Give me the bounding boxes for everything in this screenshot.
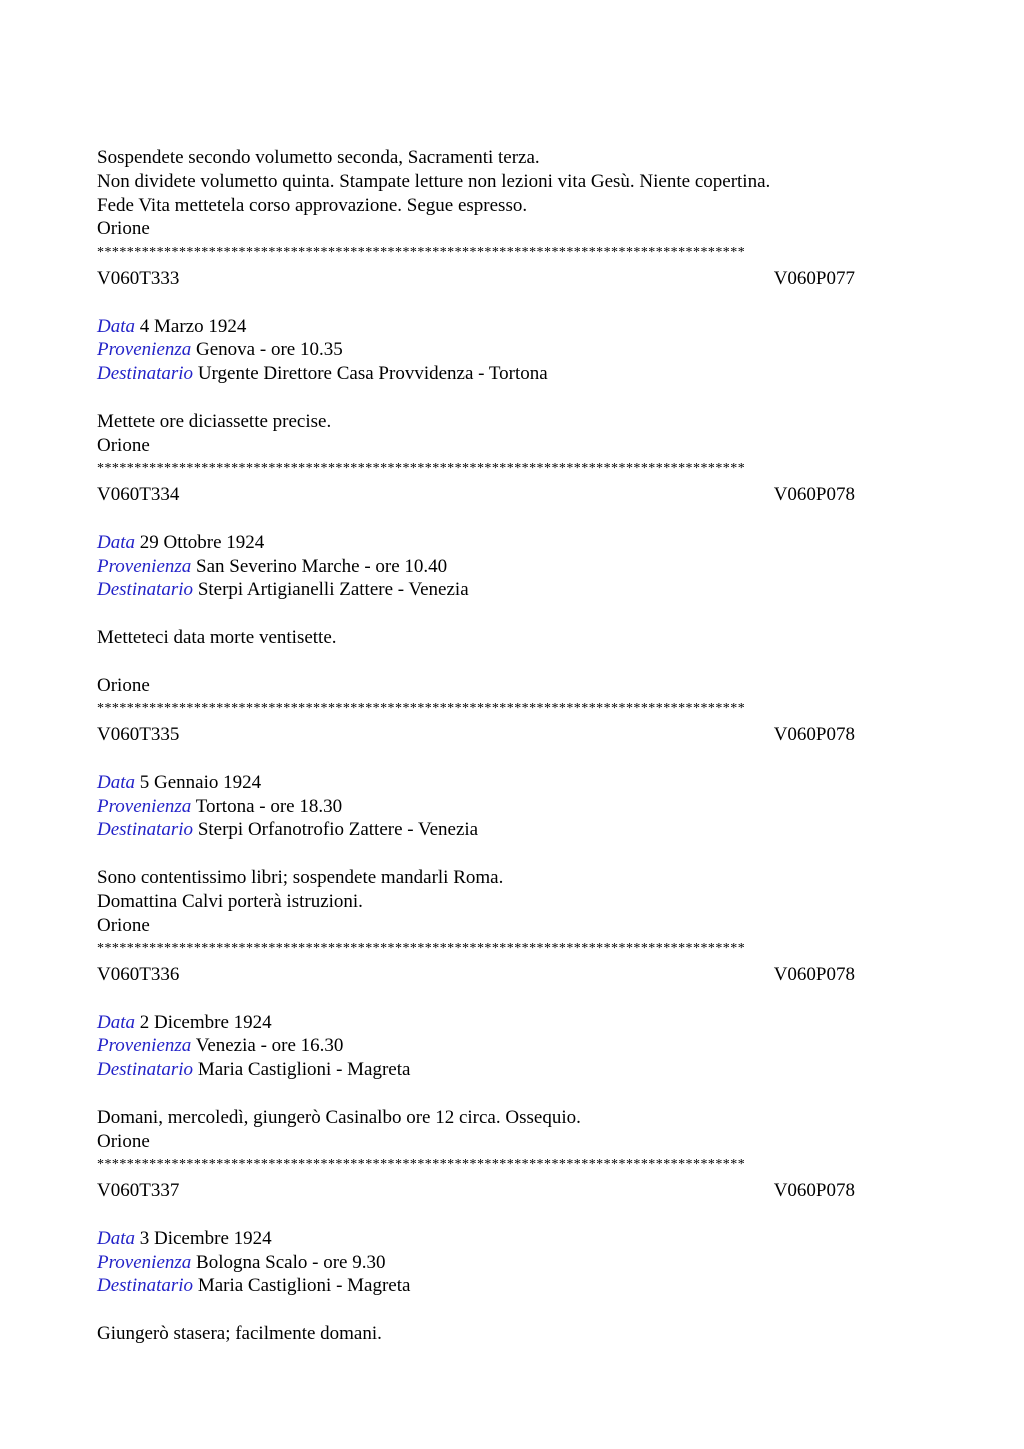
- provenienza-label: Provenienza: [97, 1251, 192, 1273]
- data-label: Data: [97, 1227, 135, 1249]
- entry-page-ref: V060P078: [773, 724, 855, 746]
- provenienza-label: Provenienza: [97, 1035, 192, 1057]
- entry-body-line: Sono contentissimo libri; sospendete mandarli Roma.: [97, 866, 504, 888]
- entry-recipient: Maria Castiglioni - Magreta: [197, 1059, 411, 1081]
- entry-destinatario: [97, 1274, 927, 1298]
- entry-page-ref: V060P078: [773, 484, 855, 506]
- entry-id: V060T335: [97, 724, 180, 746]
- entry-provenienza: [97, 555, 927, 579]
- signature: Orione: [97, 218, 150, 240]
- entry-date: 5 Gennaio 1924: [139, 771, 262, 793]
- entry-body-line: Metteteci data morte ventisette.: [97, 626, 337, 648]
- separator: ***************************************************************************************: [97, 245, 746, 261]
- entry-date: 3 Dicembre 1924: [139, 1227, 272, 1249]
- entry-date: 4 Marzo 1924: [139, 315, 247, 337]
- separator: ***************************************************************************************: [97, 941, 746, 957]
- provenienza-label: Provenienza: [97, 795, 192, 817]
- destinatario-label: Destinatario: [97, 1059, 194, 1081]
- provenienza-label: Provenienza: [97, 555, 192, 577]
- entry-data: [97, 315, 927, 339]
- destinatario-label: Destinatario: [97, 579, 194, 601]
- entry-data: [97, 1011, 927, 1035]
- entry-body-line: Domattina Calvi porterà istruzioni.: [97, 890, 363, 912]
- entry-page-ref: V060P078: [773, 1180, 855, 1202]
- entry-id: V060T336: [97, 964, 180, 986]
- entry-provenienza: [97, 795, 927, 819]
- separator: ***************************************************************************************: [97, 701, 746, 717]
- entry-id: V060T333: [97, 267, 180, 289]
- entry-date: 29 Ottobre 1924: [139, 531, 265, 553]
- entry-data: [97, 531, 927, 555]
- entry-provenienza: [97, 1251, 927, 1275]
- entry-id: V060T334: [97, 484, 180, 506]
- entry-data: [97, 1227, 927, 1251]
- entry-recipient: Urgente Direttore Casa Provvidenza - Tortona: [197, 363, 548, 385]
- entry-page-ref: V060P078: [773, 964, 855, 986]
- data-label: Data: [97, 315, 135, 337]
- entry-origin: Tortona - ore 18.30: [195, 795, 343, 817]
- entry-recipient: Sterpi Artigianelli Zattere - Venezia: [197, 579, 469, 601]
- entry-data: [97, 771, 927, 795]
- entry-id-row: [97, 483, 855, 507]
- entry-date: 2 Dicembre 1924: [139, 1011, 272, 1033]
- entry-destinatario: [97, 362, 927, 386]
- entry-destinatario: [97, 1058, 927, 1082]
- destinatario-label: Destinatario: [97, 1275, 194, 1297]
- intro-line: Fede Vita mettetela corso approvazione. Segue espresso.: [97, 194, 528, 216]
- entry-destinatario: [97, 818, 927, 842]
- separator: ***************************************************************************************: [97, 461, 746, 477]
- intro-line: Non dividete volumetto quinta. Stampate letture non lezioni vita Gesù. Niente copertina.: [97, 170, 771, 192]
- entry-provenienza: [97, 338, 927, 362]
- entry-id-row: [97, 963, 855, 987]
- data-label: Data: [97, 1011, 135, 1033]
- destinatario-label: Destinatario: [97, 819, 194, 841]
- provenienza-label: Provenienza: [97, 339, 192, 361]
- document-page: [97, 146, 927, 1346]
- signature: Orione: [97, 674, 150, 696]
- entry-recipient: Sterpi Orfanotrofio Zattere - Venezia: [197, 819, 479, 841]
- entry-destinatario: [97, 578, 927, 602]
- separator: ***************************************************************************************: [97, 1157, 746, 1173]
- entry-origin: Bologna Scalo - ore 9.30: [196, 1251, 386, 1273]
- entry-body-line: Mettete ore diciassette precise.: [97, 410, 332, 432]
- entry-id: V060T337: [97, 1180, 180, 1202]
- entry-recipient: Maria Castiglioni - Magreta: [197, 1275, 411, 1297]
- intro-line: Sospendete secondo volumetto seconda, Sacramenti terza.: [97, 147, 540, 168]
- signature: Orione: [97, 1130, 150, 1152]
- entry-origin: San Severino Marche - ore 10.40: [196, 555, 448, 577]
- entry-body-line: Domani, mercoledì, giungerò Casinalbo ore 12 circa. Ossequio.: [97, 1106, 581, 1128]
- entry-provenienza: [97, 1034, 927, 1058]
- destinatario-label: Destinatario: [97, 363, 194, 385]
- entry-id-row: [97, 1179, 855, 1203]
- signature: Orione: [97, 914, 150, 936]
- entry-origin: Venezia - ore 16.30: [195, 1035, 344, 1057]
- entry-origin: Genova - ore 10.35: [196, 339, 343, 361]
- data-label: Data: [97, 771, 135, 793]
- entry-body-line: Giungerò stasera; facilmente domani.: [97, 1323, 382, 1345]
- entry-id-row: [97, 267, 855, 291]
- entry-page-ref: V060P077: [773, 267, 855, 289]
- signature: Orione: [97, 434, 150, 456]
- entry-id-row: [97, 723, 855, 747]
- data-label: Data: [97, 531, 135, 553]
